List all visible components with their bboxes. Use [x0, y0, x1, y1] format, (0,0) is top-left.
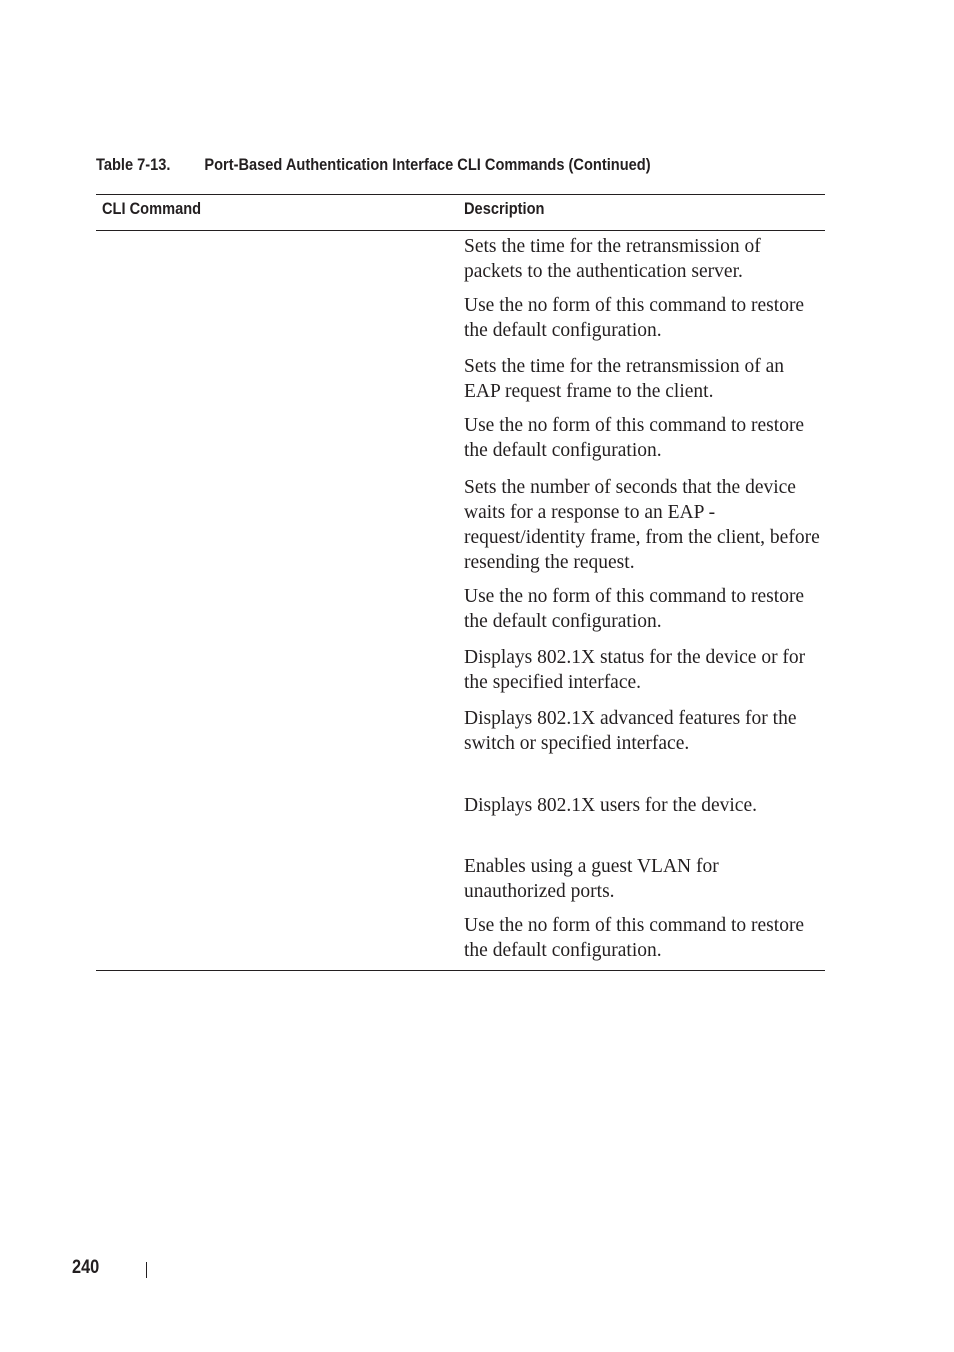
description-paragraph: Displays 802.1X users for the device. [464, 795, 757, 816]
table-top-rule [96, 194, 825, 195]
table-caption-title: Port-Based Authentication Interface CLI Commands (Continued) [204, 155, 651, 174]
description-paragraph: Use the no form of this command to restore the default configuration. [464, 586, 805, 632]
description-paragraph: Use the no form of this command to restore the default configuration. [464, 915, 805, 961]
footer-separator [146, 1262, 147, 1278]
description-paragraph: Sets the time for the retransmission of an EAP request frame to the client. [464, 356, 785, 402]
table-caption [96, 155, 651, 175]
column-header-description: Description [464, 199, 545, 218]
page-number: 240 [72, 1257, 100, 1278]
table-bottom-rule [96, 970, 825, 971]
table-header-rule [96, 230, 825, 231]
description-paragraph: Enables using a guest VLAN for unauthorized ports. [464, 856, 719, 902]
column-header-cli-command: CLI Command [102, 199, 202, 218]
description-paragraph: Sets the number of seconds that the device waits for a response to an EAP - request/identity frame, from the client, before resending the request. [464, 477, 820, 573]
description-paragraph: Use the no form of this command to restore the default configuration. [464, 295, 805, 341]
table-caption-number: Table 7-13. [96, 155, 171, 174]
description-paragraph: Displays 802.1X status for the device or for the specified interface. [464, 647, 806, 693]
description-paragraph: Use the no form of this command to restore the default configuration. [464, 415, 805, 461]
description-paragraph: Displays 802.1X advanced features for the switch or specified interface. [464, 708, 797, 754]
description-paragraph: Sets the time for the retransmission of packets to the authentication server. [464, 236, 761, 282]
